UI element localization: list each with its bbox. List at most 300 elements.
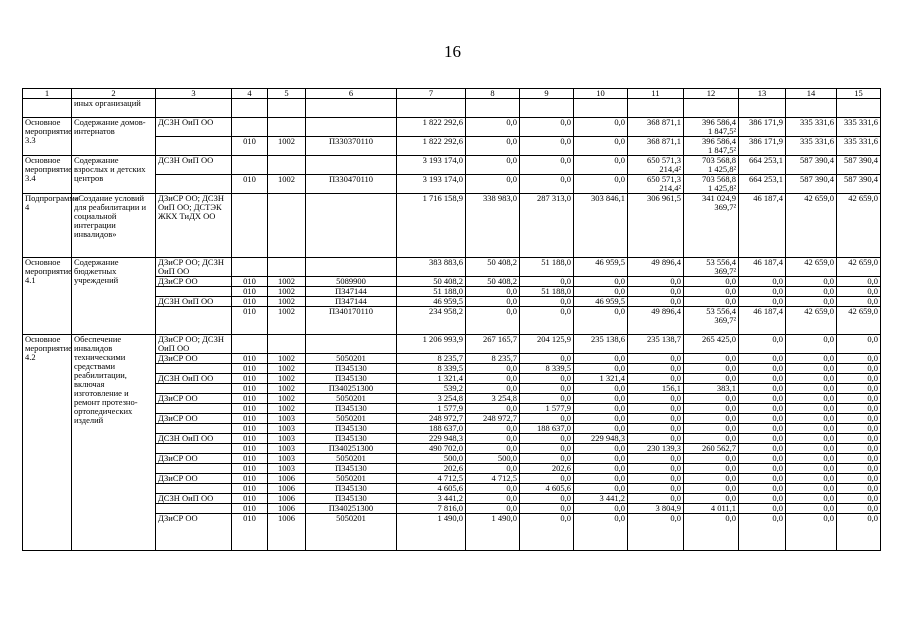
amount-cell-col-12: 53 556,4 369,7² (684, 258, 739, 277)
subsection-code-cell (268, 258, 306, 277)
subsection-code-cell: 1002 (268, 364, 306, 374)
target-item-cell: 5050201 (306, 394, 397, 404)
section-code-cell: 010 (232, 277, 268, 287)
amount-cell-col-10: 0,0 (574, 464, 628, 474)
target-item-cell: 5050201 (306, 514, 397, 551)
amount-cell-col-8: 0,0 (466, 424, 520, 434)
section-code-cell: 010 (232, 364, 268, 374)
amount-cell-col-10: 3 441,2 (574, 494, 628, 504)
amount-cell-col-10: 0,0 (574, 287, 628, 297)
section-code-cell (232, 258, 268, 277)
amount-cell-col-11: 0,0 (628, 287, 684, 297)
amount-cell-col-10: 0,0 (574, 394, 628, 404)
amount-cell-col-15: 0,0 (837, 474, 881, 484)
column-number-12: 12 (684, 89, 739, 99)
executor-cell (156, 287, 232, 297)
amount-cell-col-7: 1 206 993,9 (397, 335, 466, 354)
program-cell: Подпрограмма 4 (23, 194, 72, 258)
target-item-cell: П345130 (306, 464, 397, 474)
amount-cell-col-14: 0,0 (786, 374, 837, 384)
executor-cell (156, 364, 232, 374)
amount-cell-col-13: 664 253,1 (739, 156, 786, 175)
amount-cell-col-7: 3 193 174,0 (397, 156, 466, 175)
target-item-cell (306, 156, 397, 175)
amount-cell-col-14: 0,0 (786, 514, 837, 551)
executor-cell: ДСЗН ОиП ОО (156, 118, 232, 137)
target-item-cell: 5050201 (306, 354, 397, 364)
amount-cell-col-8: 248 972,7 (466, 414, 520, 424)
target-item-cell: П340251300 (306, 504, 397, 514)
section-code-cell: 010 (232, 384, 268, 394)
amount-cell-col-10: 235 138,6 (574, 335, 628, 354)
amount-cell-col-12: 0,0 (684, 484, 739, 494)
amount-cell-col-9: 0,0 (520, 434, 574, 444)
amount-cell-col-7: 51 188,0 (397, 287, 466, 297)
amount-cell-col-14: 42 659,0 (786, 194, 837, 258)
executor-cell: ДЗиСР ОО (156, 454, 232, 464)
amount-cell-col-11: 0,0 (628, 374, 684, 384)
amount-cell-col-11: 368 871,1 (628, 137, 684, 156)
executor-cell: ДЗиСР ОО (156, 354, 232, 364)
column-number-10: 10 (574, 89, 628, 99)
amount-cell-col-8 (466, 99, 520, 118)
amount-cell-col-7: 500,0 (397, 454, 466, 464)
executor-cell: ДСЗН ОиП ОО (156, 297, 232, 307)
target-item-cell: П345130 (306, 434, 397, 444)
amount-cell-col-11: 156,1 (628, 384, 684, 394)
subsection-code-cell (268, 335, 306, 354)
amount-cell-col-8: 338 983,0 (466, 194, 520, 258)
subsection-code-cell: 1002 (268, 277, 306, 287)
subsection-code-cell: 1002 (268, 297, 306, 307)
amount-cell-col-8: 50 408,2 (466, 277, 520, 287)
subsection-code-cell: 1003 (268, 454, 306, 464)
amount-cell-col-11: 0,0 (628, 414, 684, 424)
amount-cell-col-13: 0,0 (739, 354, 786, 364)
amount-cell-col-7: 8 339,5 (397, 364, 466, 374)
amount-cell-col-7: 490 702,0 (397, 444, 466, 454)
amount-cell-col-8: 1 490,0 (466, 514, 520, 551)
amount-cell-col-10: 46 959,5 (574, 297, 628, 307)
section-code-cell: 010 (232, 175, 268, 194)
target-item-cell: П345130 (306, 404, 397, 414)
page-number: 16 (444, 42, 461, 61)
amount-cell-col-14: 0,0 (786, 484, 837, 494)
amount-cell-col-9: 0,0 (520, 474, 574, 484)
executor-cell: ДЗиСР ОО (156, 394, 232, 404)
executor-cell (156, 424, 232, 434)
executor-cell (156, 464, 232, 474)
amount-cell-col-10: 0,0 (574, 354, 628, 364)
executor-cell (156, 444, 232, 454)
amount-cell-col-14: 0,0 (786, 504, 837, 514)
amount-cell-col-15: 0,0 (837, 364, 881, 374)
amount-cell-col-7: 248 972,7 (397, 414, 466, 424)
amount-cell-col-13: 0,0 (739, 364, 786, 374)
amount-cell-col-9: 0,0 (520, 277, 574, 287)
subsection-code-cell: 1002 (268, 404, 306, 414)
amount-cell-col-15: 42 659,0 (837, 258, 881, 277)
amount-cell-col-13: 0,0 (739, 384, 786, 394)
amount-cell-col-12: 0,0 (684, 297, 739, 307)
amount-cell-col-15: 0,0 (837, 504, 881, 514)
section-code-cell: 010 (232, 504, 268, 514)
section-code-cell: 010 (232, 297, 268, 307)
section-code-cell: 010 (232, 454, 268, 464)
amount-cell-col-11: 0,0 (628, 404, 684, 414)
amount-cell-col-11: 0,0 (628, 454, 684, 464)
subsection-code-cell (268, 156, 306, 175)
amount-cell-col-15: 587 390,4 (837, 156, 881, 175)
amount-cell-col-12: 0,0 (684, 424, 739, 434)
amount-cell-col-7: 8 235,7 (397, 354, 466, 364)
amount-cell-col-9: 0,0 (520, 494, 574, 504)
amount-cell-col-8: 0,0 (466, 404, 520, 414)
table-row (23, 156, 881, 175)
program-name-cell: Содержание взрослых и детских центров (72, 156, 156, 194)
subsection-code-cell: 1003 (268, 464, 306, 474)
amount-cell-col-14: 0,0 (786, 384, 837, 394)
amount-cell-col-10: 0,0 (574, 404, 628, 414)
amount-cell-col-15: 0,0 (837, 335, 881, 354)
column-number-14: 14 (786, 89, 837, 99)
amount-cell-col-14: 0,0 (786, 434, 837, 444)
amount-cell-col-14: 587 390,4 (786, 175, 837, 194)
amount-cell-col-12: 396 586,4 1 847,5² (684, 118, 739, 137)
amount-cell-col-9: 0,0 (520, 137, 574, 156)
executor-cell (156, 307, 232, 335)
subsection-code-cell: 1003 (268, 444, 306, 454)
column-number-15: 15 (837, 89, 881, 99)
subsection-code-cell: 1006 (268, 484, 306, 494)
amount-cell-col-12: 396 586,4 1 847,5² (684, 137, 739, 156)
amount-cell-col-9: 287 313,0 (520, 194, 574, 258)
amount-cell-col-10: 0,0 (574, 364, 628, 374)
subsection-code-cell: 1002 (268, 394, 306, 404)
column-number-1: 1 (23, 89, 72, 99)
amount-cell-col-8: 500,0 (466, 454, 520, 464)
amount-cell-col-9: 8 339,5 (520, 364, 574, 374)
amount-cell-col-15: 0,0 (837, 514, 881, 551)
amount-cell-col-14: 0,0 (786, 297, 837, 307)
section-code-cell (232, 335, 268, 354)
amount-cell-col-9: 202,6 (520, 464, 574, 474)
amount-cell-col-15: 42 659,0 (837, 194, 881, 258)
amount-cell-col-8: 0,0 (466, 287, 520, 297)
target-item-cell: П340251300 (306, 384, 397, 394)
amount-cell-col-12: 0,0 (684, 287, 739, 297)
amount-cell-col-10: 229 948,3 (574, 434, 628, 444)
amount-cell-col-8: 3 254,8 (466, 394, 520, 404)
amount-cell-col-9: 0,0 (520, 307, 574, 335)
amount-cell-col-15: 0,0 (837, 287, 881, 297)
amount-cell-col-12: 0,0 (684, 514, 739, 551)
subsection-code-cell: 1006 (268, 494, 306, 504)
amount-cell-col-13: 0,0 (739, 434, 786, 444)
amount-cell-col-11: 230 139,3 (628, 444, 684, 454)
amount-cell-col-9: 0,0 (520, 175, 574, 194)
amount-cell-col-12: 0,0 (684, 464, 739, 474)
amount-cell-col-11: 0,0 (628, 434, 684, 444)
target-item-cell: П345130 (306, 424, 397, 434)
amount-cell-col-13: 0,0 (739, 335, 786, 354)
amount-cell-col-15: 0,0 (837, 277, 881, 287)
amount-cell-col-7: 229 948,3 (397, 434, 466, 444)
target-item-cell (306, 258, 397, 277)
executor-cell (156, 99, 232, 118)
amount-cell-col-7: 188 637,0 (397, 424, 466, 434)
amount-cell-col-11: 0,0 (628, 484, 684, 494)
amount-cell-col-13: 0,0 (739, 414, 786, 424)
amount-cell-col-10: 0,0 (574, 444, 628, 454)
amount-cell-col-15: 0,0 (837, 434, 881, 444)
amount-cell-col-8: 8 235,7 (466, 354, 520, 364)
amount-cell-col-8: 0,0 (466, 137, 520, 156)
executor-cell (156, 175, 232, 194)
section-code-cell: 010 (232, 424, 268, 434)
section-code-cell (232, 118, 268, 137)
amount-cell-col-9: 0,0 (520, 118, 574, 137)
amount-cell-col-8: 0,0 (466, 297, 520, 307)
amount-cell-col-13: 0,0 (739, 297, 786, 307)
amount-cell-col-7: 383 883,6 (397, 258, 466, 277)
target-item-cell: П345130 (306, 484, 397, 494)
amount-cell-col-12: 0,0 (684, 454, 739, 464)
amount-cell-col-11: 0,0 (628, 297, 684, 307)
amount-cell-col-13: 0,0 (739, 474, 786, 484)
amount-cell-col-14: 0,0 (786, 277, 837, 287)
amount-cell-col-14: 42 659,0 (786, 307, 837, 335)
target-item-cell: П330470110 (306, 175, 397, 194)
executor-cell: ДЗиСР ОО (156, 414, 232, 424)
amount-cell-col-14: 0,0 (786, 414, 837, 424)
amount-cell-col-12: 260 562,7 (684, 444, 739, 454)
amount-cell-col-8: 0,0 (466, 175, 520, 194)
executor-cell: ДЗиСР ОО (156, 474, 232, 484)
amount-cell-col-7: 1 822 292,6 (397, 118, 466, 137)
amount-cell-col-15: 0,0 (837, 494, 881, 504)
amount-cell-col-12: 0,0 (684, 474, 739, 484)
amount-cell-col-14: 0,0 (786, 444, 837, 454)
amount-cell-col-15: 0,0 (837, 394, 881, 404)
amount-cell-col-11: 0,0 (628, 277, 684, 287)
amount-cell-col-13: 0,0 (739, 374, 786, 384)
amount-cell-col-15 (837, 99, 881, 118)
amount-cell-col-12: 0,0 (684, 354, 739, 364)
target-item-cell: 5050201 (306, 474, 397, 484)
program-cell (23, 99, 72, 118)
amount-cell-col-12 (684, 99, 739, 118)
subsection-code-cell: 1003 (268, 434, 306, 444)
section-code-cell: 010 (232, 444, 268, 454)
subsection-code-cell: 1002 (268, 354, 306, 364)
amount-cell-col-14: 0,0 (786, 364, 837, 374)
program-name-cell: Обеспечение инвалидов техническими средствами реабилитации, включая изготовление и ремонт протезно-ортопедических изделий (72, 335, 156, 551)
column-number-13: 13 (739, 89, 786, 99)
target-item-cell: П347144 (306, 287, 397, 297)
amount-cell-col-7: 3 193 174,0 (397, 175, 466, 194)
amount-cell-col-15: 0,0 (837, 374, 881, 384)
target-item-cell (306, 99, 397, 118)
amount-cell-col-8: 267 165,7 (466, 335, 520, 354)
amount-cell-col-9: 0,0 (520, 156, 574, 175)
amount-cell-col-7: 202,6 (397, 464, 466, 474)
section-code-cell (232, 99, 268, 118)
amount-cell-col-14: 0,0 (786, 494, 837, 504)
column-number-5: 5 (268, 89, 306, 99)
target-item-cell: П345130 (306, 364, 397, 374)
amount-cell-col-10: 0,0 (574, 484, 628, 494)
amount-cell-col-14: 0,0 (786, 394, 837, 404)
amount-cell-col-9: 0,0 (520, 504, 574, 514)
amount-cell-col-14: 587 390,4 (786, 156, 837, 175)
amount-cell-col-8: 4 712,5 (466, 474, 520, 484)
amount-cell-col-11 (628, 99, 684, 118)
executor-cell (156, 404, 232, 414)
amount-cell-col-15: 0,0 (837, 384, 881, 394)
amount-cell-col-9: 1 577,9 (520, 404, 574, 414)
section-code-cell: 010 (232, 394, 268, 404)
executor-cell (156, 384, 232, 394)
amount-cell-col-15: 335 331,6 (837, 118, 881, 137)
amount-cell-col-15: 0,0 (837, 454, 881, 464)
amount-cell-col-14: 42 659,0 (786, 258, 837, 277)
executor-cell: ДЗиСР ОО; ДСЗН ОиП ОО; ДСТЭК ЖКХ ТиДХ ОО (156, 194, 232, 258)
target-item-cell: П345130 (306, 494, 397, 504)
executor-cell: ДСЗН ОиП ОО (156, 434, 232, 444)
amount-cell-col-8: 0,0 (466, 444, 520, 454)
amount-cell-col-15: 0,0 (837, 354, 881, 364)
header-row (23, 89, 881, 99)
amount-cell-col-13: 0,0 (739, 424, 786, 434)
amount-cell-col-9 (520, 99, 574, 118)
amount-cell-col-12: 265 425,0 (684, 335, 739, 354)
amount-cell-col-11: 49 896,4 (628, 307, 684, 335)
amount-cell-col-7: 3 441,2 (397, 494, 466, 504)
amount-cell-col-12: 703 568,8 1 425,8² (684, 175, 739, 194)
amount-cell-col-7: 1 577,9 (397, 404, 466, 414)
amount-cell-col-9: 0,0 (520, 297, 574, 307)
amount-cell-col-10: 0,0 (574, 454, 628, 464)
amount-cell-col-8: 0,0 (466, 364, 520, 374)
amount-cell-col-13: 46 187,4 (739, 258, 786, 277)
subsection-code-cell (268, 99, 306, 118)
amount-cell-col-12: 703 568,8 1 425,8² (684, 156, 739, 175)
amount-cell-col-15: 42 659,0 (837, 307, 881, 335)
column-number-3: 3 (156, 89, 232, 99)
amount-cell-col-7 (397, 99, 466, 118)
table-row (23, 258, 881, 277)
amount-cell-col-12: 53 556,4 369,7² (684, 307, 739, 335)
subsection-code-cell: 1002 (268, 307, 306, 335)
amount-cell-col-10: 0,0 (574, 118, 628, 137)
program-cell: Основное мероприятие 3.4 (23, 156, 72, 194)
column-number-4: 4 (232, 89, 268, 99)
program-name-cell: иных организаций (72, 99, 156, 118)
amount-cell-col-9: 0,0 (520, 454, 574, 464)
budget-table (22, 88, 881, 551)
subsection-code-cell: 1002 (268, 137, 306, 156)
amount-cell-col-7: 539,2 (397, 384, 466, 394)
subsection-code-cell: 1002 (268, 287, 306, 297)
amount-cell-col-10: 0,0 (574, 175, 628, 194)
amount-cell-col-11: 0,0 (628, 364, 684, 374)
amount-cell-col-14: 0,0 (786, 287, 837, 297)
amount-cell-col-8: 0,0 (466, 464, 520, 474)
section-code-cell: 010 (232, 307, 268, 335)
target-item-cell (306, 118, 397, 137)
amount-cell-col-15: 0,0 (837, 404, 881, 414)
amount-cell-col-13: 0,0 (739, 464, 786, 474)
amount-cell-col-12: 0,0 (684, 414, 739, 424)
program-name-cell: «Создание условий для реабилитации и социальной интеграции инвалидов» (72, 194, 156, 258)
amount-cell-col-13: 386 171,9 (739, 118, 786, 137)
section-code-cell: 010 (232, 404, 268, 414)
section-code-cell: 010 (232, 374, 268, 384)
amount-cell-col-11: 0,0 (628, 514, 684, 551)
amount-cell-col-15: 0,0 (837, 464, 881, 474)
amount-cell-col-8: 0,0 (466, 384, 520, 394)
program-name-cell: Содержание бюджетных учреждений (72, 258, 156, 335)
table-row (23, 335, 881, 354)
amount-cell-col-11: 650 571,3 214,4² (628, 156, 684, 175)
section-code-cell: 010 (232, 474, 268, 484)
amount-cell-col-10: 0,0 (574, 277, 628, 287)
amount-cell-col-9: 204 125,9 (520, 335, 574, 354)
amount-cell-col-10 (574, 99, 628, 118)
amount-cell-col-14: 0,0 (786, 404, 837, 414)
subsection-code-cell: 1006 (268, 504, 306, 514)
section-code-cell: 010 (232, 287, 268, 297)
amount-cell-col-9: 0,0 (520, 514, 574, 551)
subsection-code-cell: 1003 (268, 414, 306, 424)
amount-cell-col-10: 0,0 (574, 307, 628, 335)
amount-cell-col-9: 51 188,0 (520, 287, 574, 297)
executor-cell (156, 484, 232, 494)
amount-cell-col-10: 0,0 (574, 384, 628, 394)
amount-cell-col-11: 0,0 (628, 424, 684, 434)
subsection-code-cell (268, 194, 306, 258)
amount-cell-col-8: 0,0 (466, 484, 520, 494)
amount-cell-col-13: 0,0 (739, 404, 786, 414)
amount-cell-col-12: 0,0 (684, 494, 739, 504)
amount-cell-col-7: 7 816,0 (397, 504, 466, 514)
amount-cell-col-14: 335 331,6 (786, 137, 837, 156)
amount-cell-col-10: 303 846,1 (574, 194, 628, 258)
section-code-cell: 010 (232, 464, 268, 474)
amount-cell-col-11: 0,0 (628, 464, 684, 474)
amount-cell-col-11: 0,0 (628, 494, 684, 504)
amount-cell-col-13: 46 187,4 (739, 194, 786, 258)
section-code-cell (232, 194, 268, 258)
amount-cell-col-11: 235 138,7 (628, 335, 684, 354)
amount-cell-col-8: 0,0 (466, 118, 520, 137)
subsection-code-cell: 1006 (268, 514, 306, 551)
executor-cell: ДСЗН ОиП ОО (156, 494, 232, 504)
amount-cell-col-14: 0,0 (786, 354, 837, 364)
subsection-code-cell: 1002 (268, 384, 306, 394)
target-item-cell: 5089900 (306, 277, 397, 287)
table-row (23, 99, 881, 118)
amount-cell-col-13: 0,0 (739, 444, 786, 454)
amount-cell-col-8: 0,0 (466, 307, 520, 335)
section-code-cell: 010 (232, 137, 268, 156)
executor-cell: ДЗиСР ОО (156, 277, 232, 287)
amount-cell-col-7: 1 822 292,6 (397, 137, 466, 156)
amount-cell-col-9: 4 605,6 (520, 484, 574, 494)
subsection-code-cell: 1002 (268, 374, 306, 384)
amount-cell-col-9: 0,0 (520, 384, 574, 394)
